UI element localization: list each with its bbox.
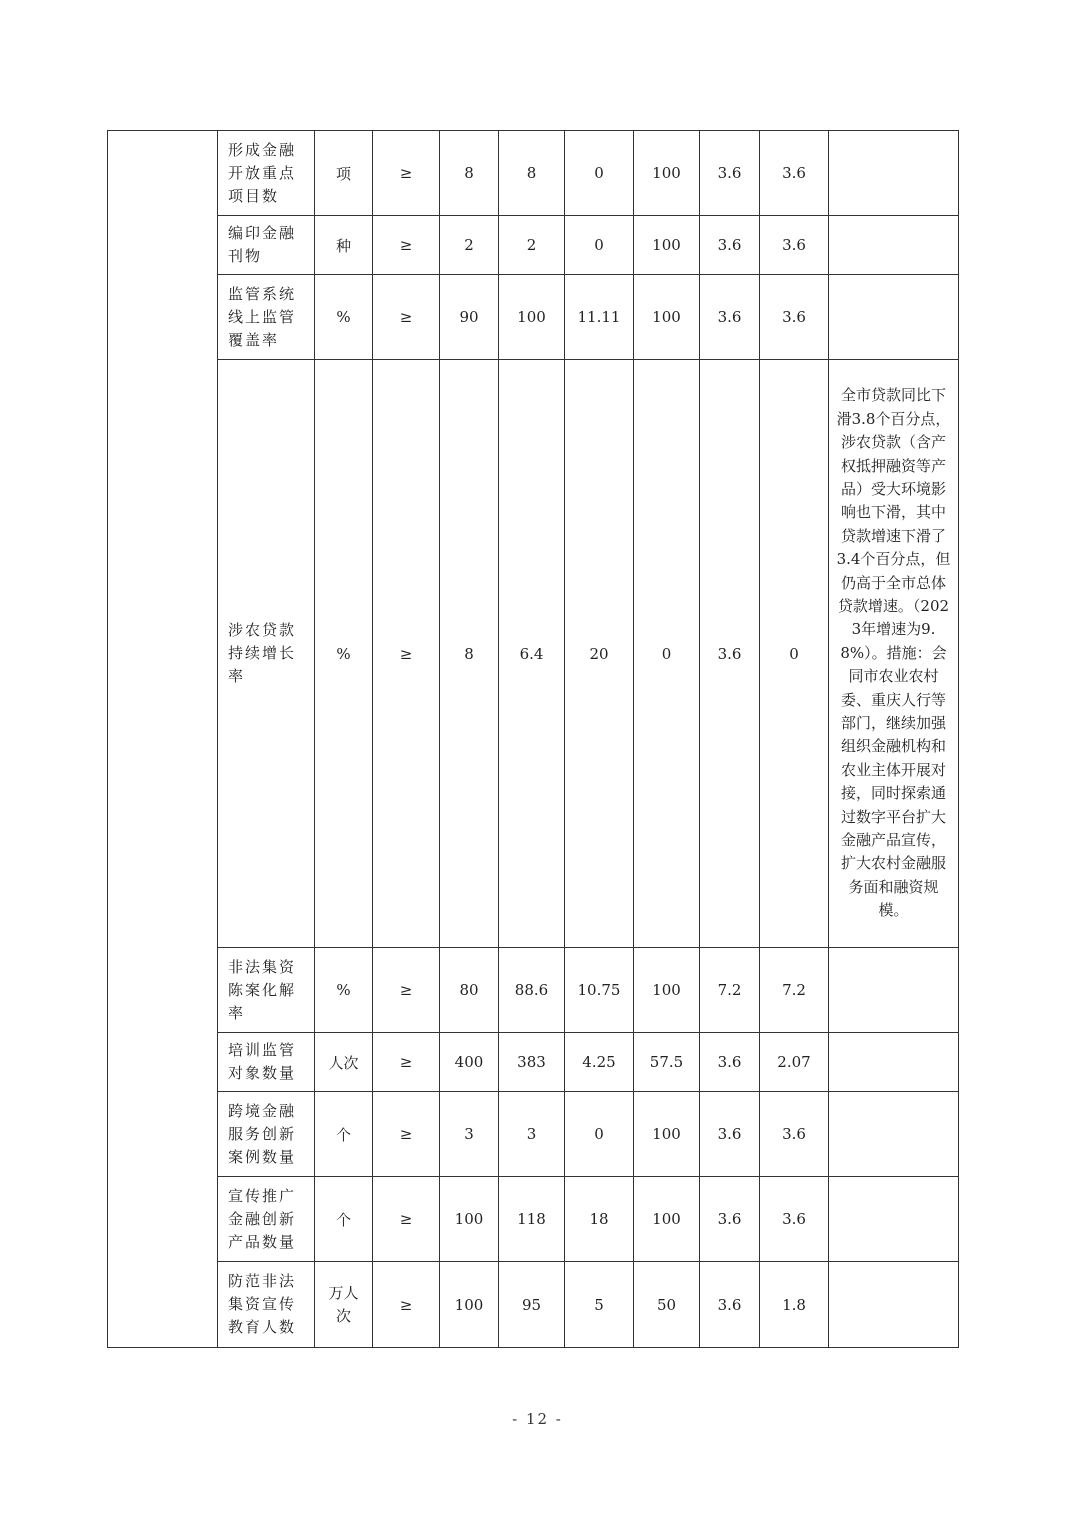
- weight-cell: 3.6: [700, 216, 760, 275]
- score-cell: 3.6: [760, 1177, 829, 1262]
- table-row: [108, 1262, 959, 1348]
- actual-cell: 3: [499, 1092, 565, 1177]
- deviation-cell: 20: [565, 360, 634, 948]
- unit-cell: 种: [315, 216, 373, 275]
- score-cell: 7.2: [760, 948, 829, 1033]
- rate-cell: 0: [634, 360, 700, 948]
- unit-cell: 万人次: [315, 1262, 373, 1348]
- deviation-cell: 0: [565, 131, 634, 216]
- note-cell: [829, 275, 959, 360]
- note-cell: [829, 1177, 959, 1262]
- weight-cell: 3.6: [700, 1033, 760, 1092]
- indicator-name: 非法集资陈案化解率: [218, 948, 315, 1033]
- target-cell: 90: [440, 275, 499, 360]
- deviation-cell: 11.11: [565, 275, 634, 360]
- rate-cell: 100: [634, 216, 700, 275]
- deviation-cell: 5: [565, 1262, 634, 1348]
- note-cell: [829, 1033, 959, 1092]
- note-cell: [829, 131, 959, 216]
- unit-cell: 个: [315, 1092, 373, 1177]
- score-cell: 3.6: [760, 1092, 829, 1177]
- rate-cell: 100: [634, 1092, 700, 1177]
- target-cell: 100: [440, 1262, 499, 1348]
- deviation-cell: 10.75: [565, 948, 634, 1033]
- weight-cell: 3.6: [700, 360, 760, 948]
- indicator-name: 防范非法集资宣传教育人数: [218, 1262, 315, 1348]
- unit-cell: 项: [315, 131, 373, 216]
- actual-cell: 2: [499, 216, 565, 275]
- target-cell: 8: [440, 131, 499, 216]
- indicator-name: 涉农贷款持续增长率: [218, 360, 315, 948]
- rate-cell: 100: [634, 948, 700, 1033]
- weight-cell: 3.6: [700, 1262, 760, 1348]
- deviation-cell: 0: [565, 1092, 634, 1177]
- target-cell: 100: [440, 1177, 499, 1262]
- note-cell: [829, 1262, 959, 1348]
- indicator-name: 编印金融刊物: [218, 216, 315, 275]
- score-cell: 3.6: [760, 216, 829, 275]
- score-cell: 2.07: [760, 1033, 829, 1092]
- weight-cell: 3.6: [700, 131, 760, 216]
- deviation-cell: 4.25: [565, 1033, 634, 1092]
- indicator-name: 监管系统线上监管覆盖率: [218, 275, 315, 360]
- weight-cell: 3.6: [700, 1092, 760, 1177]
- note-cell: [829, 948, 959, 1033]
- weight-cell: 3.6: [700, 275, 760, 360]
- operator-cell: ≥: [373, 275, 440, 360]
- table-row: [108, 216, 959, 275]
- table-row: [108, 1033, 959, 1092]
- target-cell: 80: [440, 948, 499, 1033]
- indicator-name: 形成金融开放重点项目数: [218, 131, 315, 216]
- target-cell: 8: [440, 360, 499, 948]
- rate-cell: 100: [634, 131, 700, 216]
- actual-cell: 8: [499, 131, 565, 216]
- operator-cell: ≥: [373, 1033, 440, 1092]
- actual-cell: 6.4: [499, 360, 565, 948]
- target-cell: 400: [440, 1033, 499, 1092]
- unit-cell: %: [315, 360, 373, 948]
- note-cell: 全市贷款同比下滑3.8个百分点，涉农贷款（含产权抵押融资等产品）受大环境影响也下滑，其中贷款增速下滑了3.4个百分点，但仍高于全市总体贷款增速。（2023年增速为9.8%）。措施：会同市农业农村委、重庆人行等部门，继续加强组织金融机构和农业主体开展对接，同时探索通过数字平台扩大金融产品宣传，扩大农村金融服务面和融资规模。: [829, 360, 959, 948]
- rate-cell: 50: [634, 1262, 700, 1348]
- operator-cell: ≥: [373, 131, 440, 216]
- category-cell: [108, 131, 218, 1348]
- score-cell: 3.6: [760, 275, 829, 360]
- note-cell: [829, 216, 959, 275]
- indicator-name: 培训监管对象数量: [218, 1033, 315, 1092]
- rate-cell: 57.5: [634, 1033, 700, 1092]
- unit-cell: %: [315, 275, 373, 360]
- table-row: [108, 948, 959, 1033]
- actual-cell: 95: [499, 1262, 565, 1348]
- deviation-cell: 18: [565, 1177, 634, 1262]
- table-row: [108, 131, 959, 216]
- actual-cell: 88.6: [499, 948, 565, 1033]
- actual-cell: 383: [499, 1033, 565, 1092]
- operator-cell: ≥: [373, 1092, 440, 1177]
- score-cell: 1.8: [760, 1262, 829, 1348]
- table-row: [108, 1092, 959, 1177]
- deviation-cell: 0: [565, 216, 634, 275]
- target-cell: 3: [440, 1092, 499, 1177]
- score-cell: 3.6: [760, 131, 829, 216]
- operator-cell: ≥: [373, 360, 440, 948]
- rate-cell: 100: [634, 1177, 700, 1262]
- operator-cell: ≥: [373, 216, 440, 275]
- table-row: [108, 1177, 959, 1262]
- unit-cell: 个: [315, 1177, 373, 1262]
- score-cell: 0: [760, 360, 829, 948]
- note-cell: [829, 1092, 959, 1177]
- actual-cell: 100: [499, 275, 565, 360]
- indicator-name: 跨境金融服务创新案例数量: [218, 1092, 315, 1177]
- page-number: - 12 -: [512, 1410, 563, 1428]
- target-cell: 2: [440, 216, 499, 275]
- unit-cell: 人次: [315, 1033, 373, 1092]
- table-row: [108, 275, 959, 360]
- weight-cell: 3.6: [700, 1177, 760, 1262]
- weight-cell: 7.2: [700, 948, 760, 1033]
- table-row: [108, 360, 959, 948]
- rate-cell: 100: [634, 275, 700, 360]
- operator-cell: ≥: [373, 1262, 440, 1348]
- performance-indicator-table: [107, 130, 959, 1348]
- operator-cell: ≥: [373, 948, 440, 1033]
- operator-cell: ≥: [373, 1177, 440, 1262]
- actual-cell: 118: [499, 1177, 565, 1262]
- indicator-name: 宣传推广金融创新产品数量: [218, 1177, 315, 1262]
- unit-cell: %: [315, 948, 373, 1033]
